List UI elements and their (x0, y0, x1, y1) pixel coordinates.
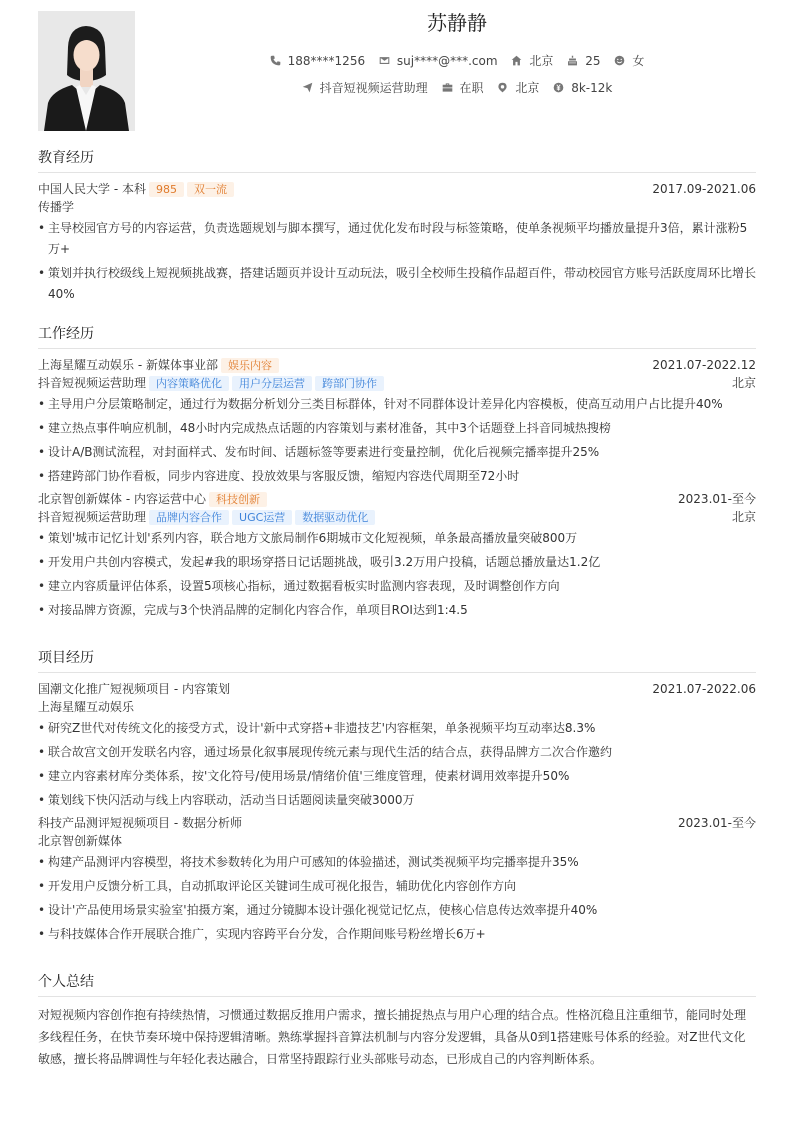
list-item: • 策划'城市记忆计划'系列内容，联合地方文旅局制作6期城市文化短视频，单条最高播放量突破800万 (38, 528, 756, 549)
job-bullets (38, 528, 756, 621)
job-entry (38, 356, 756, 487)
age-text: 25 (585, 54, 601, 68)
expected-salary-text: 8k-12k (571, 81, 613, 95)
position-name: 抖音短视频运营助理 (38, 376, 147, 390)
gender-text: 女 (632, 54, 645, 68)
list-item: • 建立内容质量评估体系，设置5项核心指标，通过数据看板实时监测内容表现，及时调整创作方向 (38, 576, 756, 597)
position-name: 抖音短视频运营助理 (38, 510, 147, 524)
list-item: • 策划线下快闪活动与线上内容联动，活动当日话题阅读量突破3000万 (38, 790, 756, 811)
salary-icon (553, 82, 564, 93)
email-icon (379, 55, 390, 66)
project-org: 上海星耀互动娱乐 (38, 700, 135, 714)
home-icon (511, 55, 522, 66)
company-line (38, 356, 279, 374)
summary-section-title: 个人总结 (38, 972, 756, 997)
company-name: 北京智创新媒体 - 内容运营中心 (38, 492, 206, 506)
target-city-info (497, 79, 539, 97)
projects-section-title: 项目经历 (38, 648, 756, 673)
list-item: • 对接品牌方资源，完成与3个快消品牌的定制化内容合作，单项目ROI达到1:4.5 (38, 600, 756, 621)
job-date: 2021.07-2022.12 (652, 358, 756, 372)
list-item: • 建立内容素材库分类体系，按'文化符号/使用场景/情绪价值'三维度管理，使素材调用效率提升50% (38, 766, 756, 787)
major-name: 传播学 (38, 200, 75, 214)
school-name: 中国人民大学 - 本科 (38, 182, 146, 196)
phone-text: 188****1256 (287, 54, 366, 68)
school-tag-double-first-class: 双一流 (187, 182, 234, 197)
list-item: • 开发用户共创内容模式，发起#我的职场穿搭日记话题挑战，吸引3.2万用户投稿，话题总播放量达1.2亿 (38, 552, 756, 573)
target-position-text: 抖音短视频运营助理 (319, 81, 428, 95)
target-position-info (302, 79, 428, 97)
project-bullets (38, 852, 756, 945)
skill-tag: UGC运营 (232, 510, 292, 525)
position-row (38, 508, 756, 526)
job-bullets (38, 394, 756, 487)
skill-tag: 品牌内容合作 (149, 510, 229, 525)
job-date: 2023.01-至今 (678, 492, 756, 506)
project-bullets (38, 718, 756, 811)
list-item: • 建立热点事件响应机制，48小时内完成热点话题的内容策划与素材准备，其中3个话题登上抖音同城热搜榜 (38, 418, 756, 439)
briefcase-icon (442, 82, 453, 93)
position-row (38, 374, 756, 392)
education-section (38, 148, 756, 308)
job-city: 北京 (731, 376, 756, 390)
expected-salary-info (553, 79, 612, 97)
list-item: • 设计A/B测试流程，对封面样式、发布时间、话题标签等要素进行变量控制，优化后视频完播率提升25% (38, 442, 756, 463)
list-item: • 研究Z世代对传统文化的接受方式，设计'新中式穿搭+非遗技艺'内容框架，单条视频平均互动率达8.3% (38, 718, 756, 739)
list-item: • 策划并执行校级线上短视频挑战赛，搭建话题页并设计互动玩法，吸引全校师生投稿作品超百件，带动校园官方账号活跃度周环比增长40% (38, 263, 756, 305)
cake-icon (567, 55, 578, 66)
industry-tag: 科技创新 (209, 492, 267, 507)
job-header-row (38, 356, 756, 374)
project-org-row (38, 698, 756, 716)
list-item: • 开发用户反馈分析工具，自动抓取评论区关键词生成可视化报告，辅助优化内容创作方向 (38, 876, 756, 897)
send-icon (302, 82, 313, 93)
job-status-info (442, 79, 484, 97)
project-header-row (38, 680, 756, 698)
phone-info (270, 52, 365, 70)
project-org: 北京智创新媒体 (38, 834, 123, 848)
email-text: suj****@***.com (396, 54, 498, 68)
position-line (38, 508, 375, 526)
list-item: • 构建产品测评内容模型，将技术参数转化为用户可感知的体验描述，测试类视频平均完播率提升35% (38, 852, 756, 873)
project-entry (38, 814, 756, 945)
skill-tag: 跨部门协作 (315, 376, 384, 391)
project-name: 国潮文化推广短视频项目 - 内容策划 (38, 682, 230, 696)
project-org-row (38, 832, 756, 850)
list-item: • 联合故宫文创开发联名内容，通过场景化叙事展现传统元素与现代生活的结合点，获得品牌方二次合作邀约 (38, 742, 756, 763)
list-item: • 设计'产品使用场景实验室'拍摄方案，通过分镜脚本设计强化视觉记忆点，使核心信息传达效率提升40% (38, 900, 756, 921)
list-item: • 主导用户分层策略制定，通过行为数据分析划分三类目标群体，针对不同群体设计差异化内容模板，使高互动用户占比提升40% (38, 394, 756, 415)
project-entry (38, 680, 756, 811)
job-entry (38, 490, 756, 621)
age-info (567, 52, 600, 70)
skill-tag: 用户分层运营 (232, 376, 312, 391)
skill-tag: 内容策略优化 (149, 376, 229, 391)
contact-info-row (160, 52, 754, 70)
work-section (38, 324, 756, 624)
education-date: 2017.09-2021.06 (652, 182, 756, 196)
company-line (38, 490, 267, 508)
industry-tag: 娱乐内容 (221, 358, 279, 373)
summary-text: 对短视频内容创作抱有持续热情，习惯通过数据反推用户需求，擅长捕捉热点与用户心理的结合点。性格沉稳且注重细节，能同时处理多线程任务，在快节奏环境中保持逻辑清晰。熟练掌握抖音算法机制与内容分发逻辑，具备从0到1搭建账号体系的经验。对Z世代文化敏感，擅长将品牌调性与年轻化表达融合，日常坚持跟踪行业头部账号动态，已形成自己的内容判断体系。 (38, 1008, 747, 1066)
skill-tag: 数据驱动优化 (295, 510, 375, 525)
list-item: • 主导校园官方号的内容运营，负责选题规划与脚本撰写，通过优化发布时段与标签策略，使单条视频平均播放量提升3倍，累计涨粉5万+ (38, 218, 756, 260)
candidate-name: 苏静静 (427, 11, 487, 35)
residence-text: 北京 (529, 54, 554, 68)
company-name: 上海星耀互动娱乐 - 新媒体事业部 (38, 358, 218, 372)
school-line (38, 180, 234, 198)
gender-info (614, 52, 644, 70)
list-item: • 与科技媒体合作开展联合推广，实现内容跨平台分发，合作期间账号粉丝增长6万+ (38, 924, 756, 945)
email-info (379, 52, 498, 70)
profile-photo (38, 11, 135, 131)
work-section-title: 工作经历 (38, 324, 756, 349)
location-pin-icon (497, 82, 508, 93)
job-intention-row (160, 79, 754, 97)
phone-icon (270, 55, 281, 66)
project-header-row (38, 814, 756, 832)
residence-info (511, 52, 553, 70)
job-status-text: 在职 (459, 81, 484, 95)
projects-section (38, 648, 756, 948)
project-name: 科技产品测评短视频项目 - 数据分析师 (38, 816, 242, 830)
major-row (38, 198, 756, 216)
education-header-row (38, 180, 756, 198)
gender-icon (614, 55, 625, 66)
position-line (38, 374, 384, 392)
job-city: 北京 (731, 510, 756, 524)
target-city-text: 北京 (515, 81, 540, 95)
project-date: 2021.07-2022.06 (652, 682, 756, 696)
education-section-title: 教育经历 (38, 148, 756, 173)
summary-section (38, 972, 756, 1070)
school-tag-985: 985 (149, 182, 184, 197)
education-bullets (38, 218, 756, 305)
list-item: • 搭建跨部门协作看板，同步内容进度、投放效果与客服反馈，缩短内容迭代周期至72小时 (38, 466, 756, 487)
job-header-row (38, 490, 756, 508)
project-date: 2023.01-至今 (678, 816, 756, 830)
